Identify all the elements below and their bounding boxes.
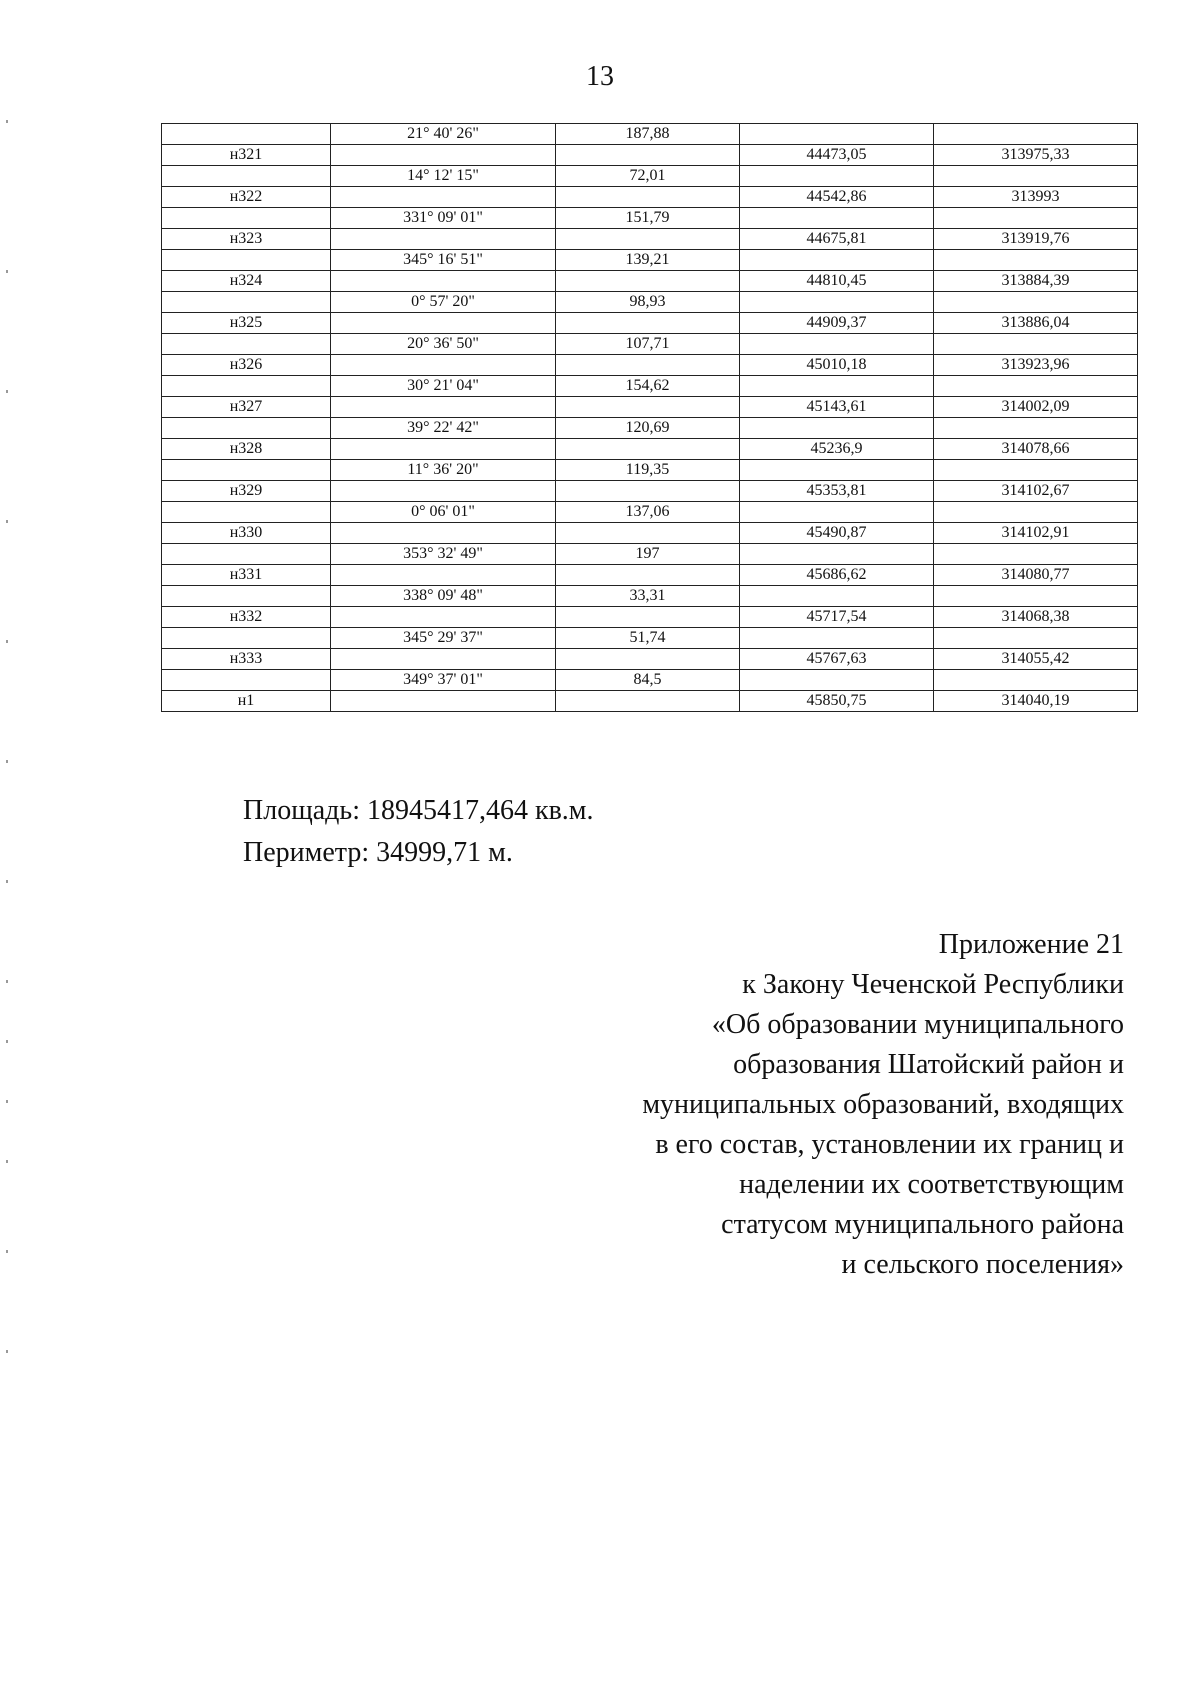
cell-point: н331 xyxy=(162,565,331,586)
cell-bearing: 345° 16' 51" xyxy=(331,250,556,271)
cell-bearing xyxy=(331,229,556,250)
appendix-line: в его состав, установлении их границ и xyxy=(655,1129,1124,1160)
appendix-line: статусом муниципального района xyxy=(721,1209,1124,1240)
cell-bearing: 345° 29' 37" xyxy=(331,628,556,649)
cell-y-coordinate xyxy=(934,292,1138,313)
cell-point xyxy=(162,460,331,481)
cell-point: н324 xyxy=(162,271,331,292)
scan-mark xyxy=(6,1250,8,1253)
cell-y-coordinate xyxy=(934,250,1138,271)
cell-y-coordinate: 314055,42 xyxy=(934,649,1138,670)
appendix-line: и сельского поселения» xyxy=(841,1249,1124,1280)
cell-bearing: 30° 21' 04" xyxy=(331,376,556,397)
table-row xyxy=(162,691,1138,712)
cell-y-coordinate: 313884,39 xyxy=(934,271,1138,292)
summary-block xyxy=(243,790,594,874)
table-row xyxy=(162,292,1138,313)
cell-bearing: 353° 32' 49" xyxy=(331,544,556,565)
cell-point: н326 xyxy=(162,355,331,376)
margin-scan-marks xyxy=(6,120,10,1420)
cell-distance: 197 xyxy=(556,544,740,565)
cell-distance xyxy=(556,145,740,166)
cell-distance: 107,71 xyxy=(556,334,740,355)
cell-distance xyxy=(556,523,740,544)
table-row xyxy=(162,628,1138,649)
cell-bearing: 11° 36' 20" xyxy=(331,460,556,481)
appendix-heading xyxy=(504,925,1124,1285)
table-row xyxy=(162,565,1138,586)
scan-mark xyxy=(6,270,8,273)
cell-bearing: 21° 40' 26" xyxy=(331,124,556,145)
appendix-line: «Об образовании муниципального xyxy=(711,1009,1124,1040)
cell-point: н323 xyxy=(162,229,331,250)
cell-bearing xyxy=(331,145,556,166)
cell-y-coordinate: 313993 xyxy=(934,187,1138,208)
coordinates-table xyxy=(161,123,1138,712)
appendix-line: наделении их соответствующим xyxy=(739,1169,1124,1200)
cell-bearing xyxy=(331,187,556,208)
scan-mark xyxy=(6,390,8,393)
cell-x-coordinate: 45353,81 xyxy=(740,481,934,502)
table-row xyxy=(162,460,1138,481)
cell-bearing xyxy=(331,481,556,502)
area-text: Площадь: 18945417,464 кв.м. xyxy=(243,795,594,826)
cell-y-coordinate xyxy=(934,124,1138,145)
appendix-line: муниципальных образований, входящих xyxy=(642,1089,1124,1120)
cell-x-coordinate xyxy=(740,460,934,481)
cell-y-coordinate: 314102,67 xyxy=(934,481,1138,502)
cell-distance xyxy=(556,397,740,418)
page-number: 13 xyxy=(586,61,614,92)
cell-y-coordinate: 314102,91 xyxy=(934,523,1138,544)
cell-bearing xyxy=(331,523,556,544)
scan-mark xyxy=(6,120,8,123)
table-row xyxy=(162,607,1138,628)
cell-bearing xyxy=(331,313,556,334)
cell-y-coordinate: 314068,38 xyxy=(934,607,1138,628)
cell-point: н321 xyxy=(162,145,331,166)
table-row xyxy=(162,250,1138,271)
cell-x-coordinate xyxy=(740,418,934,439)
cell-x-coordinate: 45767,63 xyxy=(740,649,934,670)
cell-point: н332 xyxy=(162,607,331,628)
cell-x-coordinate xyxy=(740,124,934,145)
cell-x-coordinate: 45490,87 xyxy=(740,523,934,544)
scan-mark xyxy=(6,1040,8,1043)
cell-x-coordinate: 45010,18 xyxy=(740,355,934,376)
scan-mark xyxy=(6,1350,8,1353)
cell-distance: 51,74 xyxy=(556,628,740,649)
cell-y-coordinate: 314002,09 xyxy=(934,397,1138,418)
cell-y-coordinate xyxy=(934,502,1138,523)
cell-distance xyxy=(556,313,740,334)
cell-bearing xyxy=(331,439,556,460)
cell-point xyxy=(162,376,331,397)
cell-x-coordinate xyxy=(740,502,934,523)
table-row xyxy=(162,124,1138,145)
cell-distance xyxy=(556,565,740,586)
cell-point: н333 xyxy=(162,649,331,670)
cell-y-coordinate: 313975,33 xyxy=(934,145,1138,166)
table-row xyxy=(162,355,1138,376)
cell-distance xyxy=(556,607,740,628)
cell-point: н1 xyxy=(162,691,331,712)
cell-point: н325 xyxy=(162,313,331,334)
cell-distance xyxy=(556,271,740,292)
cell-x-coordinate xyxy=(740,292,934,313)
cell-x-coordinate xyxy=(740,250,934,271)
table-row xyxy=(162,376,1138,397)
cell-bearing: 14° 12' 15" xyxy=(331,166,556,187)
table-row xyxy=(162,544,1138,565)
cell-distance: 98,93 xyxy=(556,292,740,313)
cell-distance: 119,35 xyxy=(556,460,740,481)
cell-x-coordinate: 44909,37 xyxy=(740,313,934,334)
cell-y-coordinate xyxy=(934,670,1138,691)
cell-point xyxy=(162,544,331,565)
cell-x-coordinate xyxy=(740,208,934,229)
cell-x-coordinate xyxy=(740,544,934,565)
cell-distance xyxy=(556,481,740,502)
cell-distance xyxy=(556,229,740,250)
cell-y-coordinate: 313923,96 xyxy=(934,355,1138,376)
cell-distance: 33,31 xyxy=(556,586,740,607)
cell-y-coordinate xyxy=(934,418,1138,439)
cell-distance xyxy=(556,691,740,712)
cell-y-coordinate xyxy=(934,544,1138,565)
cell-bearing: 39° 22' 42" xyxy=(331,418,556,439)
cell-distance: 154,62 xyxy=(556,376,740,397)
cell-distance: 84,5 xyxy=(556,670,740,691)
cell-distance xyxy=(556,649,740,670)
table-row xyxy=(162,481,1138,502)
table-row xyxy=(162,502,1138,523)
coordinates-table-body xyxy=(162,124,1138,712)
cell-x-coordinate: 45236,9 xyxy=(740,439,934,460)
scan-mark xyxy=(6,640,8,643)
cell-point xyxy=(162,586,331,607)
cell-y-coordinate xyxy=(934,460,1138,481)
cell-distance: 139,21 xyxy=(556,250,740,271)
scan-mark xyxy=(6,1100,8,1103)
cell-x-coordinate: 44810,45 xyxy=(740,271,934,292)
cell-y-coordinate xyxy=(934,628,1138,649)
cell-distance: 187,88 xyxy=(556,124,740,145)
scan-mark xyxy=(6,980,8,983)
cell-y-coordinate: 314040,19 xyxy=(934,691,1138,712)
cell-bearing: 331° 09' 01" xyxy=(331,208,556,229)
cell-x-coordinate xyxy=(740,670,934,691)
cell-point xyxy=(162,166,331,187)
cell-x-coordinate xyxy=(740,334,934,355)
cell-distance: 120,69 xyxy=(556,418,740,439)
table-row xyxy=(162,313,1138,334)
cell-bearing xyxy=(331,397,556,418)
cell-y-coordinate: 313919,76 xyxy=(934,229,1138,250)
cell-distance: 151,79 xyxy=(556,208,740,229)
cell-bearing: 0° 57' 20" xyxy=(331,292,556,313)
cell-point xyxy=(162,250,331,271)
table-row xyxy=(162,649,1138,670)
cell-point xyxy=(162,208,331,229)
cell-y-coordinate xyxy=(934,376,1138,397)
cell-point: н328 xyxy=(162,439,331,460)
cell-x-coordinate: 45717,54 xyxy=(740,607,934,628)
cell-point: н329 xyxy=(162,481,331,502)
scan-mark xyxy=(6,760,8,763)
cell-distance xyxy=(556,439,740,460)
cell-bearing: 349° 37' 01" xyxy=(331,670,556,691)
table-row xyxy=(162,586,1138,607)
cell-y-coordinate: 313886,04 xyxy=(934,313,1138,334)
cell-x-coordinate: 45143,61 xyxy=(740,397,934,418)
cell-point xyxy=(162,124,331,145)
cell-x-coordinate: 44542,86 xyxy=(740,187,934,208)
appendix-line: к Закону Чеченской Республики xyxy=(742,969,1124,1000)
perimeter-text: Периметр: 34999,71 м. xyxy=(243,837,513,868)
table-row xyxy=(162,418,1138,439)
cell-bearing xyxy=(331,691,556,712)
cell-y-coordinate: 314078,66 xyxy=(934,439,1138,460)
table-row xyxy=(162,166,1138,187)
table-row xyxy=(162,334,1138,355)
cell-point: н330 xyxy=(162,523,331,544)
table-row xyxy=(162,145,1138,166)
cell-y-coordinate xyxy=(934,166,1138,187)
cell-distance xyxy=(556,355,740,376)
table-row xyxy=(162,208,1138,229)
table-row xyxy=(162,523,1138,544)
cell-y-coordinate xyxy=(934,586,1138,607)
scan-mark xyxy=(6,520,8,523)
appendix-line: образования Шатойский район и xyxy=(733,1049,1124,1080)
cell-point xyxy=(162,670,331,691)
cell-y-coordinate xyxy=(934,208,1138,229)
cell-x-coordinate: 44675,81 xyxy=(740,229,934,250)
cell-x-coordinate xyxy=(740,628,934,649)
table-row xyxy=(162,187,1138,208)
cell-distance: 72,01 xyxy=(556,166,740,187)
cell-y-coordinate: 314080,77 xyxy=(934,565,1138,586)
table-row xyxy=(162,397,1138,418)
appendix-line: Приложение 21 xyxy=(938,929,1124,960)
table-row xyxy=(162,229,1138,250)
cell-bearing xyxy=(331,271,556,292)
cell-point xyxy=(162,418,331,439)
cell-x-coordinate xyxy=(740,376,934,397)
cell-bearing xyxy=(331,607,556,628)
table-row xyxy=(162,439,1138,460)
cell-point: н322 xyxy=(162,187,331,208)
table-row xyxy=(162,271,1138,292)
cell-point xyxy=(162,334,331,355)
cell-point: н327 xyxy=(162,397,331,418)
cell-y-coordinate xyxy=(934,334,1138,355)
cell-bearing xyxy=(331,649,556,670)
scan-mark xyxy=(6,1160,8,1163)
cell-bearing: 20° 36' 50" xyxy=(331,334,556,355)
table-row xyxy=(162,670,1138,691)
cell-bearing: 338° 09' 48" xyxy=(331,586,556,607)
cell-bearing xyxy=(331,355,556,376)
cell-point xyxy=(162,502,331,523)
cell-distance: 137,06 xyxy=(556,502,740,523)
cell-bearing: 0° 06' 01" xyxy=(331,502,556,523)
cell-x-coordinate: 44473,05 xyxy=(740,145,934,166)
cell-x-coordinate xyxy=(740,586,934,607)
cell-distance xyxy=(556,187,740,208)
cell-point xyxy=(162,292,331,313)
cell-x-coordinate xyxy=(740,166,934,187)
cell-bearing xyxy=(331,565,556,586)
cell-point xyxy=(162,628,331,649)
cell-x-coordinate: 45850,75 xyxy=(740,691,934,712)
cell-x-coordinate: 45686,62 xyxy=(740,565,934,586)
scan-mark xyxy=(6,880,8,883)
